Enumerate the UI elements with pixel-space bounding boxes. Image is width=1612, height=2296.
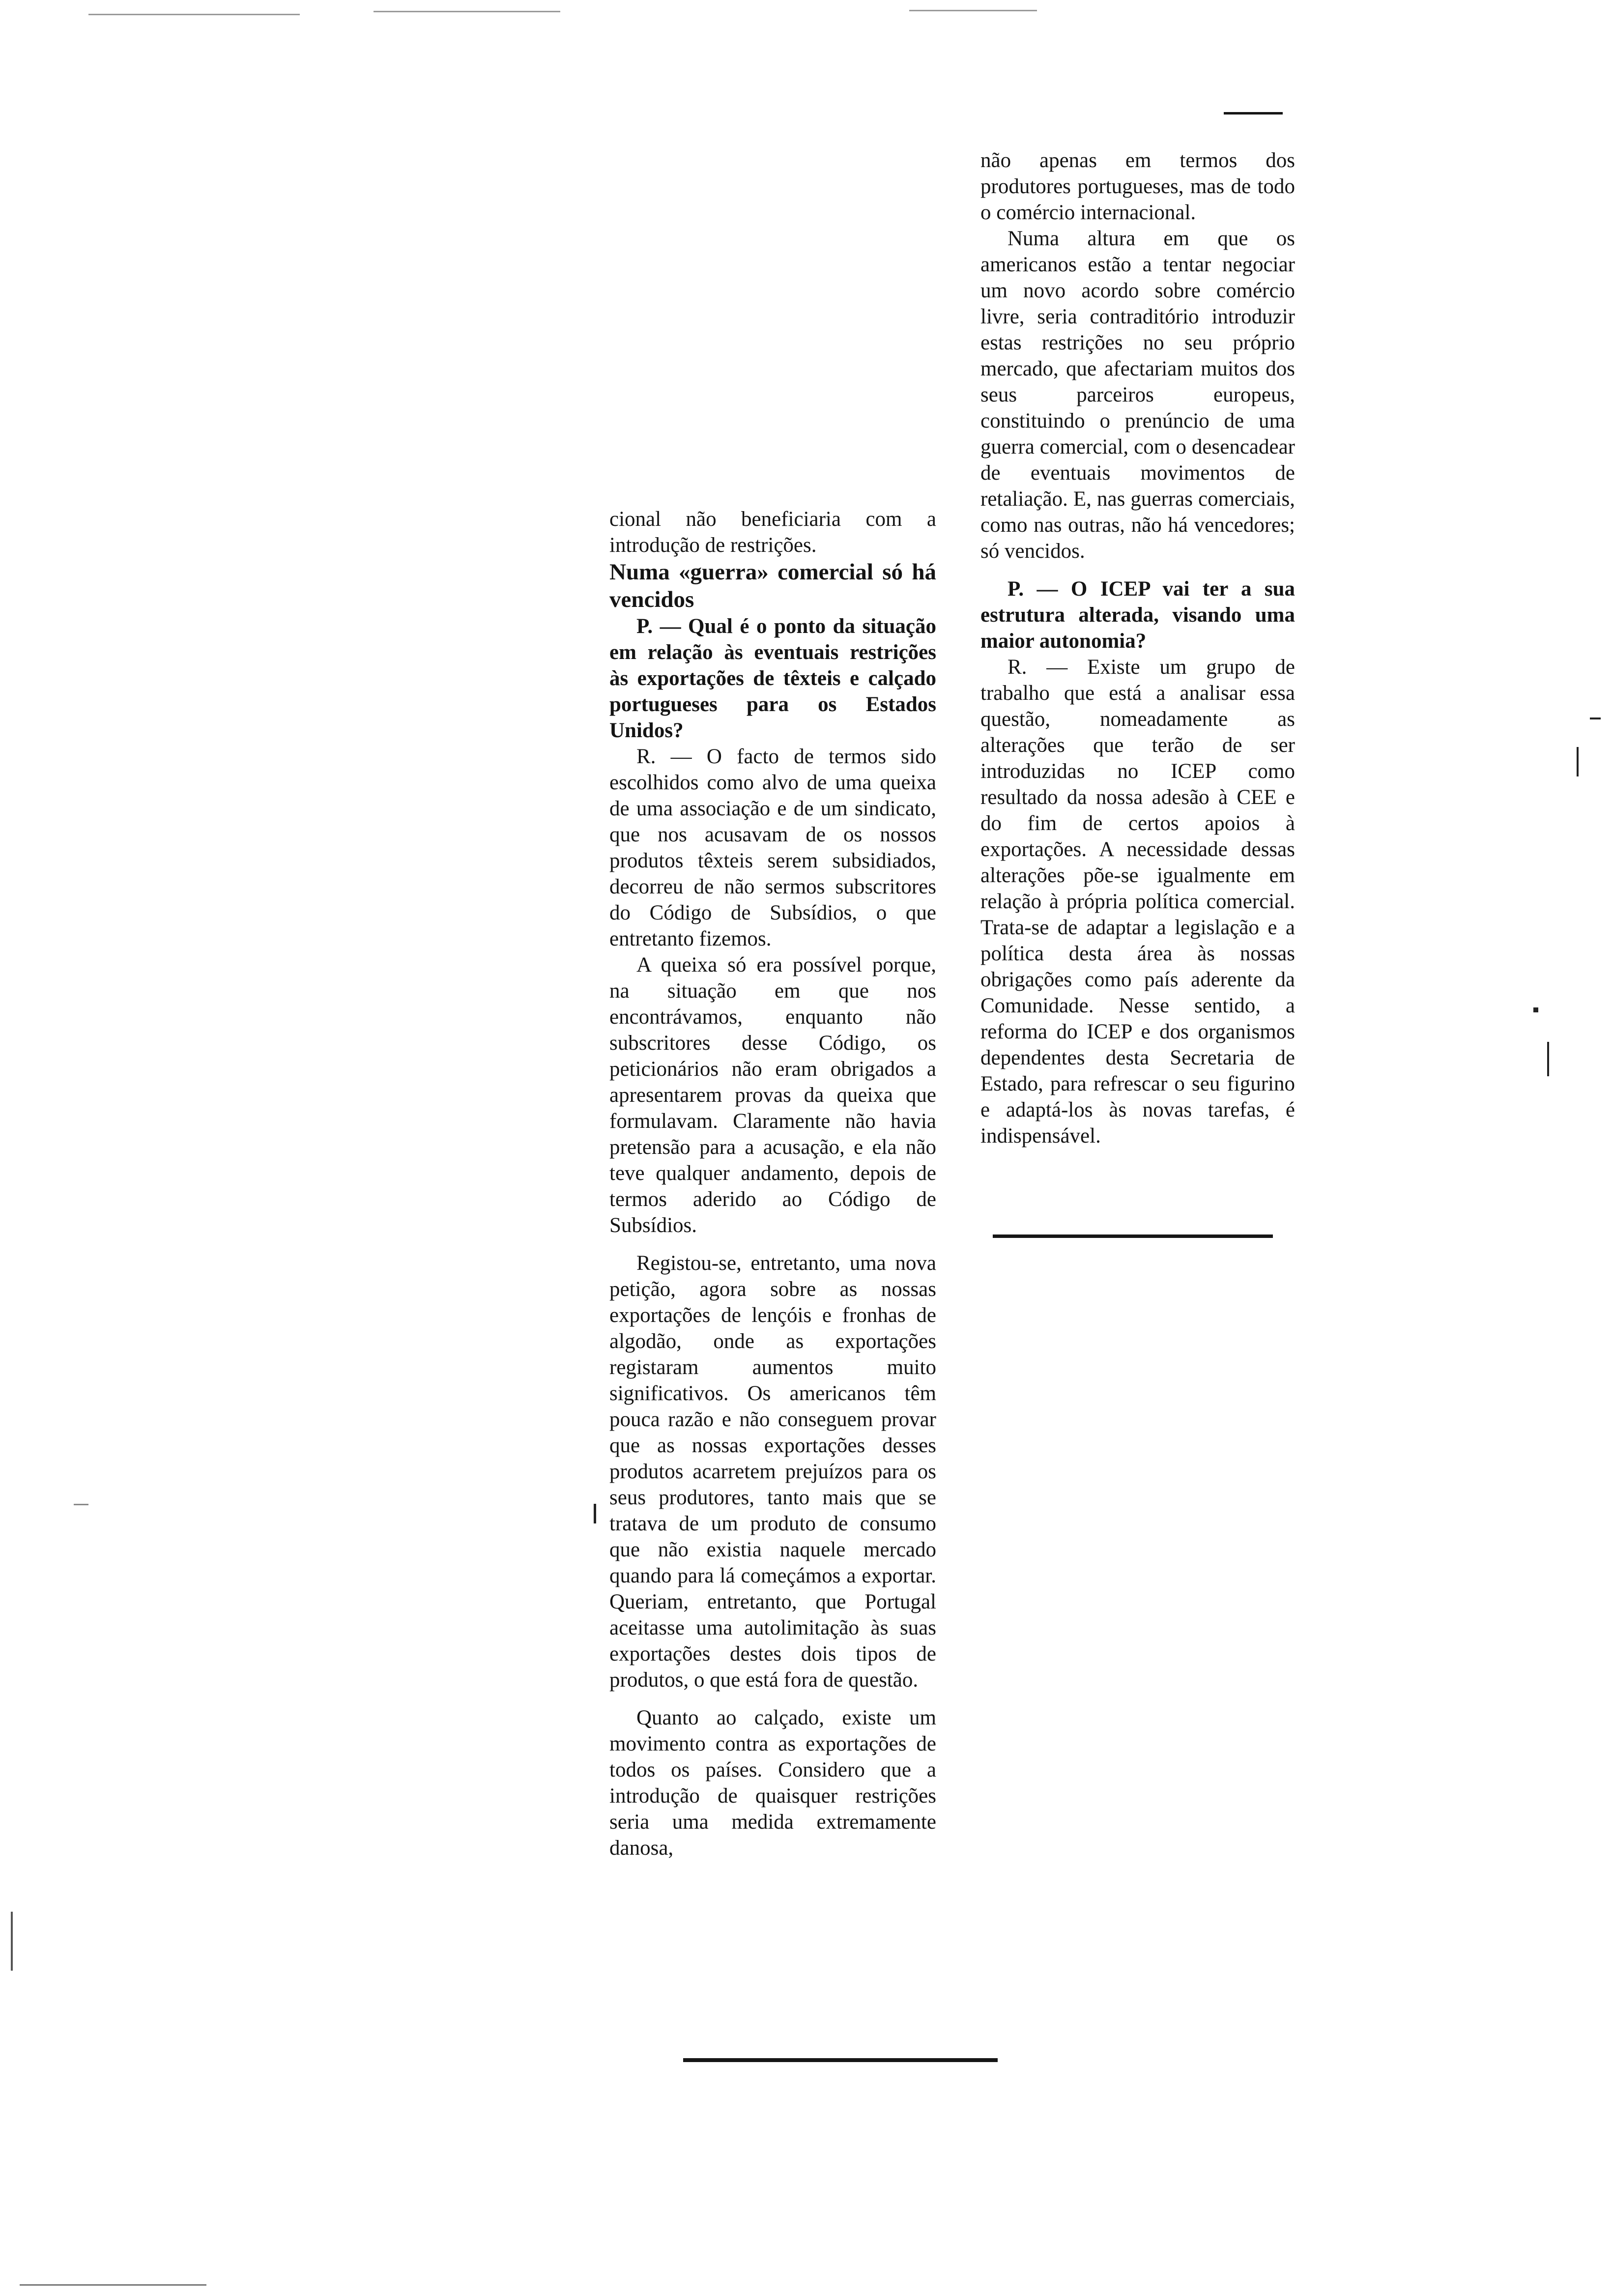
paragraph: Numa altura em que os americanos estão a tentar negociar um novo acordo sobre comércio livre, seria contraditório introduzir estas restrições no seu próprio mercado, que afectariam muitos dos seus parceiros europeus, constituindo o prenúncio de uma guerra comercial, com o desencadear de eventuais movimentos de retaliação. E, nas guerras comerciais, como nas outras, não há vencedores; só vencidos. — [980, 227, 1295, 563]
question-2: P. — O ICEP vai ter a sua estrutura alterada, visando uma maior autonomia? — [980, 577, 1295, 653]
section-heading: Numa «guerra» comercial só há vencidos — [609, 559, 936, 612]
answer-paragraph: Quanto ao calçado, existe um movimento contra as exportações de todos os países. Considero que a introdução de quaisquer restrições seria uma medida extremamente danosa, — [609, 1706, 936, 1860]
scan-edge-line — [374, 11, 560, 12]
answer-paragraph: Registou-se, entretanto, uma nova petição, agora sobre as nossas exportações de lençóis e fronhas de algodão, onde as exportações registaram aumentos muito significativos. Os americanos têm pouca razão e não conseguem provar que as nossas exportações desses produtos acarretem prejuízos para os seus produtores, tanto mais que se tratava de um produto de consumo que não existia naquele mercado quando para lá começámos a exportar. Queriam, entretanto, que Portugal aceitasse uma autolimitação às suas exportações destes dois tipos de produtos, o que está fora de questão. — [609, 1252, 936, 1692]
column-top-rule — [1224, 112, 1283, 115]
scan-speck — [1590, 718, 1601, 719]
scan-speck — [594, 1504, 596, 1523]
article-right-column — [980, 147, 1295, 1149]
scan-speck — [20, 2284, 206, 2286]
scan-speck — [1547, 1042, 1549, 1076]
article-end-rule — [683, 2058, 998, 2062]
scan-speck — [11, 1912, 13, 1971]
article-left-column — [609, 506, 936, 1861]
scan-edge-line — [88, 14, 300, 15]
answer-2: R. — Existe um grupo de trabalho que está a analisar essa questão, nomeadamente as alterações que terão de ser introduzidas no ICEP como resultado da nossa adesão à CEE e do fim de certos apoios à exportações. A necessidade dessas alterações põe-se igualmente em relação à própria política comercial. Trata-se de adaptar a legislação e a política desta área às nossas obrigações como país aderente da Comunidade. Nesse sentido, a reforma do ICEP e dos organismos dependentes desta Secretaria de Estado, para refrescar o seu figurino e adaptá-los às novas tarefas, é indispensável. — [980, 656, 1295, 1148]
answer-paragraph: A queixa só era possível porque, na situação em que nos encontrávamos, enquanto não subscritores desse Código, os peticionários não eram obrigados a apresentarem provas da queixa que formulavam. Claramente não havia pretensão para a acusação, e ela não teve qualquer andamento, depois de termos aderido ao Código de Subsídios. — [609, 953, 936, 1237]
paragraph: cional não beneficiaria com a introdução de restrições. — [609, 508, 936, 557]
scan-speck — [1577, 747, 1579, 776]
scan-speck — [74, 1504, 88, 1505]
answer-paragraph: R. — O facto de termos sido escolhidos como alvo de uma queixa de uma associação e de um sindicato, que nos acusavam de os nossos produtos têxteis serem subsidiados, decorreu de não sermos subscritores do Código de Subsídios, o que entretanto fizemos. — [609, 745, 936, 950]
question-1: P. — Qual é o ponto da situação em relação às eventuais restrições às exportações de têxteis e calçado portugueses para os Estados Unidos? — [609, 615, 936, 742]
scan-speck — [1533, 1007, 1538, 1012]
scan-edge-line — [909, 10, 1037, 11]
paragraph: não apenas em termos dos produtores portugueses, mas de todo o comércio internacional. — [980, 149, 1295, 224]
column-end-rule — [993, 1234, 1273, 1238]
